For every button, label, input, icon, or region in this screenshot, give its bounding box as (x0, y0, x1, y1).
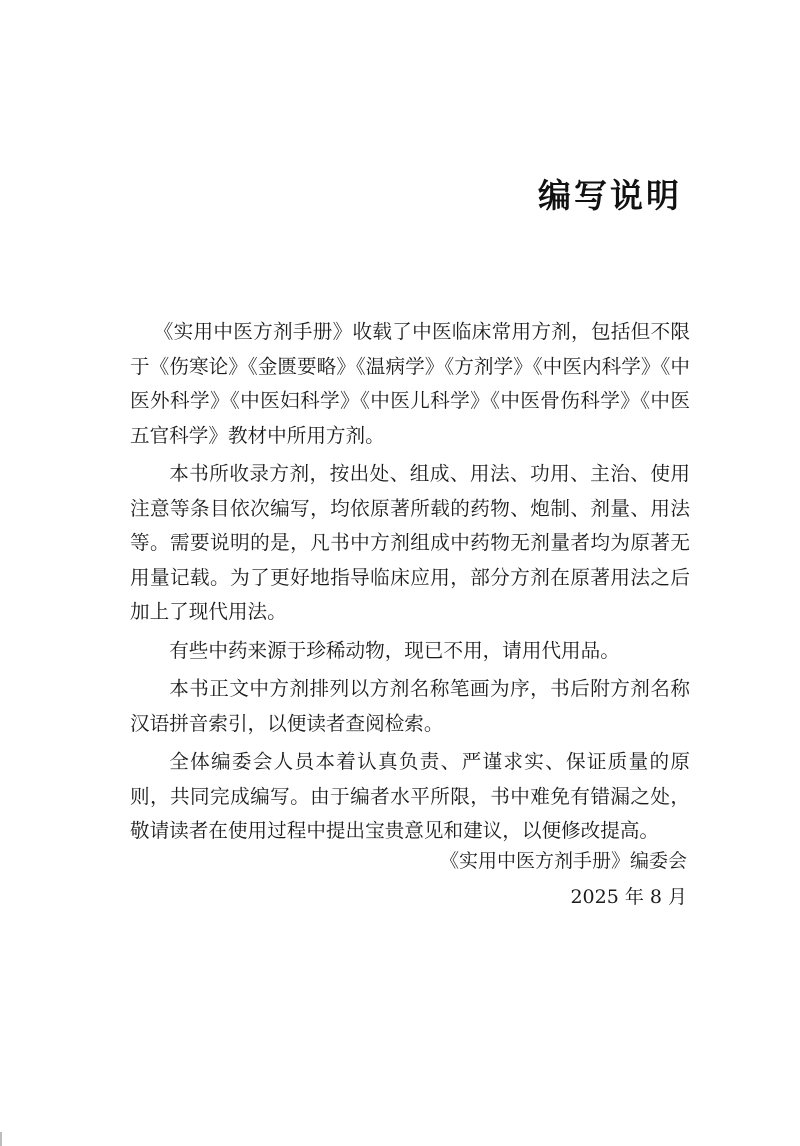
paragraph-2: 本书所收录方剂，按出处、组成、用法、功用、主治、使用注意等条目依次编写，均依原著所载的药物、炮制、剂量、用法等。需要说明的是，凡书中方剂组成中药物无剂量者均为原著无用量记载。为了更好地指导临床应用，部分方剂在原著用法之后加上了现代用法。 (130, 462, 690, 623)
signature-date: 2025 年 8 月 (570, 886, 687, 908)
page-title: 编写说明 (538, 176, 682, 215)
paragraph-4: 本书正文中方剂排列以方剂名称笔画为序，书后附方剂名称汉语拼音索引，以便读者查阅检索。 (130, 677, 690, 735)
paragraph-5: 全体编委会人员本着认真负责、严谨求实、保证质量的原则，共同完成编写。由于编者水平所限，书中难免有错漏之处，敬请读者在使用过程中提出宝贵意见和建议，以便修改提高。 (130, 750, 690, 842)
paragraph-1 (130, 315, 690, 453)
preface-body (130, 315, 690, 853)
paragraph-1-text: 《实用中医方剂手册》收载了中医临床常用方剂，包括但不限于《伤寒论》《金匮要略》《温病学》《方剂学》《中医内科学》《中医外科学》《中医妇科学》《中医儿科学》《中医骨伤科学》《中医五官科学》教材中所用方剂。 (130, 320, 690, 447)
signature-committee: 《实用中医方剂手册》编委会 (439, 850, 687, 872)
paragraph-3: 有些中药来源于珍稀动物，现已不用，请用代用品。 (169, 638, 620, 662)
page-edge-mark (0, 1132, 2, 1146)
signature-block (440, 843, 687, 915)
